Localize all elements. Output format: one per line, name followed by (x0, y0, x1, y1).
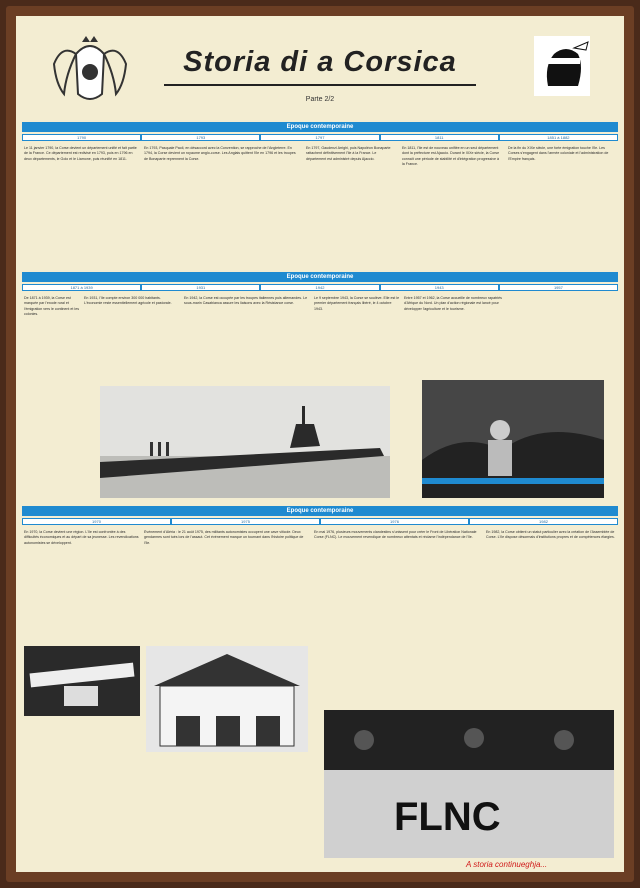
timeline-date: 1943 (380, 284, 499, 291)
section-1-header: Epoque contemporaine (22, 122, 618, 132)
section-2-header: Epoque contemporaine (22, 272, 618, 282)
part-label: Parte 2/2 (305, 96, 335, 103)
section-3-header: Epoque contemporaine (22, 506, 618, 516)
flnc-photo (324, 710, 614, 858)
poster (16, 16, 624, 872)
section-1-text-1: Le 11 janvier 1790, la Corse devient un département unifié et fait partie de la France. Ce département est redivisé en 1793, puis en 1796 en deux départements, le Golo et le Liamone, puis réunifié en 1811. (24, 146, 137, 161)
section-2-text-4: Le 9 septembre 1943, la Corse se soulève. Elle est le premier département français libéré, le 4 octobre 1943. (314, 296, 400, 311)
section-3-text-2: Événement d'Aléria : le 21 août 1975, des militants autonomistes occupent une cave viticole. Deux gendarmes sont tués lors de l'assaut. Cet événement marque un tournant dans l'histoire politique de l'île. (144, 530, 304, 545)
timeline-date: 1982 (469, 518, 618, 525)
aleria-photo (146, 646, 308, 752)
section-3-text-1: En 1970, la Corse devient une région. L'île est confrontée à des difficultés économiques et au départ de sa jeunesse. Les revendications autonomistes se développent. (24, 530, 139, 545)
section-1-text-3: En 1797, Gaudenzi Arrighi, puis Napoléon Bonaparte rattachent définitivement l'île à la France. Le département est administré depuis Ajaccio. (306, 146, 391, 161)
tagline: A storia continueghja... (466, 860, 548, 869)
timeline-date: 1811 (380, 134, 499, 141)
moor-head-icon (534, 36, 590, 96)
timeline-date: 1931 (141, 284, 260, 291)
section-2-timeline (22, 284, 618, 291)
timeline-date: 1851 à 1882 (499, 134, 618, 141)
timeline-date: 1871 à 1939 (22, 284, 141, 291)
section-3-text-4: En 1982, la Corse obtient un statut particulier avec la création de l'Assemblée de Corse. L'île dispose désormais d'institutions propres et de compétences élargies. (486, 530, 615, 540)
section-3-text-3: En mai 1976, plusieurs mouvements clandestins s'unissent pour créer le Front de Libération Nationale Corse (FLNC). Le mouvement revendique de nombreux attentats et réclame l'indépendance de l'île. (314, 530, 477, 540)
section-1-timeline (22, 134, 618, 141)
section-2-text-5: Entre 1957 et 1962, la Corse accueille de nombreux rapatriés d'Afrique du Nord. Un plan d'action régionale est lancé pour développer l'agriculture et le tourisme. (404, 296, 502, 311)
timeline-date: 1793 (141, 134, 260, 141)
timeline-date: 1975 (171, 518, 320, 525)
section-2-text-3: En 1942, la Corse est occupée par les troupes italiennes puis allemandes. Le sous-marin Casabianca assure les liaisons avec la Résistance corse. (184, 296, 308, 306)
resistance-photo (422, 380, 604, 498)
section-2-text-1: De 1871 à 1939, la Corse est marquée par l'exode rural et l'émigration vers le continent et les colonies. (24, 296, 80, 316)
section-2-text-2: En 1931, l'île compte environ 300 000 habitants. L'économie reste essentiellement agricole et pastorale. (84, 296, 172, 306)
timeline-date: 1970 (22, 518, 171, 525)
section-1-text-5: De la fin du XIXe siècle, une forte émigration touche l'île. Les Corses s'engagent dans l'armée coloniale et l'administration de l'Empire français. (508, 146, 609, 161)
timeline-date: 1942 (260, 284, 379, 291)
section-1-text-2: En 1793, Pasquale Paoli, en désaccord avec la Convention, se rapproche de l'Angleterre. En 1794, la Corse devient un royaume anglo-corse. Les Anglais quittent l'île en 1796 et les troupes de Bonaparte reprennent la Corse. (144, 146, 296, 161)
timeline-date: 1790 (22, 134, 141, 141)
submarine-photo (100, 386, 390, 498)
section-3-timeline (22, 518, 618, 525)
section-1-text-4: En 1811, l'île est de nouveau unifiée en un seul département dont la préfecture est Ajaccio. Durant le XIXe siècle, la Corse connaît une période de stabilité et d'intégration progressive à la France. (402, 146, 500, 166)
corsica-nostra-photo (24, 646, 140, 716)
timeline-date: 1797 (260, 134, 379, 141)
timeline-date: 1976 (320, 518, 469, 525)
svg-text:FLNC: FLNC (394, 795, 501, 839)
title-underline (164, 84, 476, 86)
page-title: Storia di a Corsica (183, 46, 457, 78)
timeline-date: 1957 (499, 284, 618, 291)
